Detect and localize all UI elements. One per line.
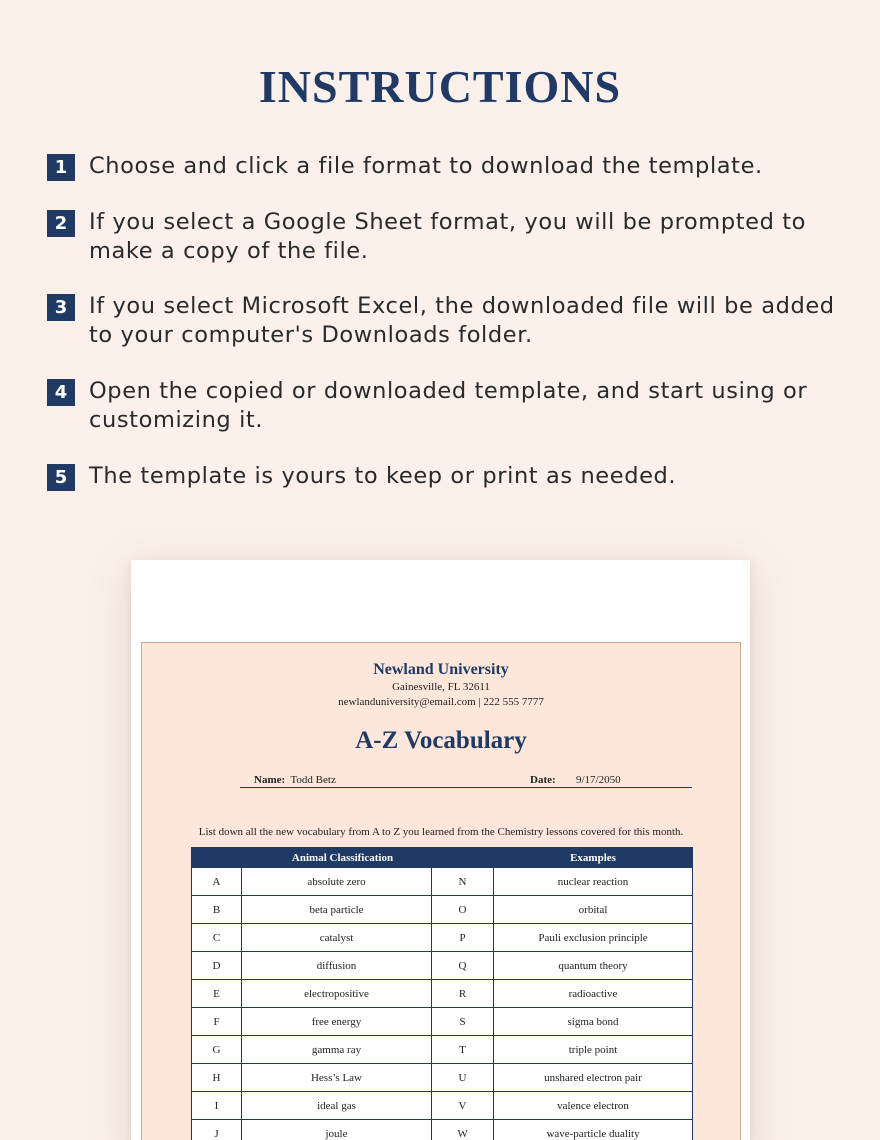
name-field bbox=[254, 774, 336, 786]
letter-cell: F bbox=[192, 1008, 242, 1036]
vocabulary-table bbox=[191, 847, 693, 1140]
step-1 bbox=[47, 152, 763, 181]
vocabulary-cell: wave-particle duality bbox=[494, 1120, 693, 1140]
vocabulary-cell: sigma bond bbox=[494, 1008, 693, 1036]
letter-cell: R bbox=[432, 980, 494, 1008]
step-number-badge: 3 bbox=[47, 294, 75, 321]
step-text: Open the copied or downloaded template, and start using or customizing it. bbox=[89, 378, 808, 433]
vocabulary-cell: unshared electron pair bbox=[494, 1064, 693, 1092]
table-row bbox=[192, 924, 693, 952]
table-row bbox=[192, 1008, 693, 1036]
letter-cell: O bbox=[432, 896, 494, 924]
table-header-row bbox=[192, 848, 693, 868]
letter-cell: U bbox=[432, 1064, 494, 1092]
letter-cell: B bbox=[192, 896, 242, 924]
letter-cell: P bbox=[432, 924, 494, 952]
vocabulary-cell: Pauli exclusion principle bbox=[494, 924, 693, 952]
date-label: Date: bbox=[530, 774, 556, 786]
name-date-line bbox=[240, 774, 692, 788]
table-body bbox=[192, 868, 693, 1140]
step-5 bbox=[47, 462, 676, 491]
letter-cell: J bbox=[192, 1120, 242, 1140]
vocabulary-cell: absolute zero bbox=[242, 868, 432, 896]
university-address: Gainesville, FL 32611 bbox=[392, 681, 490, 693]
name-label: Name: bbox=[254, 774, 286, 786]
vocabulary-cell: triple point bbox=[494, 1036, 693, 1064]
date-field bbox=[530, 774, 621, 786]
step-text: If you select a Google Sheet format, you will be prompted to make a copy of the file. bbox=[89, 209, 806, 264]
vocabulary-cell: electropositive bbox=[242, 980, 432, 1008]
table-row bbox=[192, 1036, 693, 1064]
letter-cell: A bbox=[192, 868, 242, 896]
letter-cell: W bbox=[432, 1120, 494, 1140]
letter-cell: S bbox=[432, 1008, 494, 1036]
table-row bbox=[192, 896, 693, 924]
letter-cell: G bbox=[192, 1036, 242, 1064]
letter-cell: Q bbox=[432, 952, 494, 980]
page-title: INSTRUCTIONS bbox=[258, 61, 622, 112]
step-text: Choose and click a file format to download the template. bbox=[89, 153, 763, 179]
vocabulary-cell: ideal gas bbox=[242, 1092, 432, 1120]
step-2 bbox=[47, 208, 847, 265]
vocabulary-cell: diffusion bbox=[242, 952, 432, 980]
letter-cell: I bbox=[192, 1092, 242, 1120]
date-value: 9/17/2050 bbox=[576, 774, 621, 786]
step-3 bbox=[47, 292, 847, 349]
name-value: Todd Betz bbox=[290, 774, 336, 786]
table-row bbox=[192, 952, 693, 980]
vocabulary-cell: catalyst bbox=[242, 924, 432, 952]
document-title: A-Z Vocabulary bbox=[355, 727, 527, 754]
vocabulary-sheet bbox=[141, 642, 741, 1140]
letter-cell: C bbox=[192, 924, 242, 952]
table-row bbox=[192, 1120, 693, 1140]
step-number-badge: 2 bbox=[47, 210, 75, 237]
vocabulary-cell: nuclear reaction bbox=[494, 868, 693, 896]
vocabulary-cell: quantum theory bbox=[494, 952, 693, 980]
instructions-prompt: List down all the new vocabulary from A to Z you learned from the Chemistry lessons covered for this month. bbox=[198, 826, 684, 838]
step-text: The template is yours to keep or print as needed. bbox=[89, 463, 677, 489]
university-name: Newland University bbox=[373, 661, 509, 678]
vocabulary-cell: beta particle bbox=[242, 896, 432, 924]
table-row bbox=[192, 980, 693, 1008]
vocabulary-cell: orbital bbox=[494, 896, 693, 924]
vocabulary-cell: joule bbox=[242, 1120, 432, 1140]
table-row bbox=[192, 1092, 693, 1120]
letter-cell: H bbox=[192, 1064, 242, 1092]
letter-cell: V bbox=[432, 1092, 494, 1120]
vocabulary-cell: free energy bbox=[242, 1008, 432, 1036]
step-number-badge: 4 bbox=[47, 379, 75, 406]
step-text: If you select Microsoft Excel, the downloaded file will be added to your computer's Downloads folder. bbox=[89, 293, 835, 348]
template-preview bbox=[131, 560, 750, 1140]
letter-cell: N bbox=[432, 868, 494, 896]
table-row bbox=[192, 868, 693, 896]
vocabulary-cell: Hess’s Law bbox=[242, 1064, 432, 1092]
column-header-animal-classification: Animal Classification bbox=[192, 848, 494, 868]
vocabulary-cell: gamma ray bbox=[242, 1036, 432, 1064]
table-row bbox=[192, 1064, 693, 1092]
step-4 bbox=[47, 377, 847, 434]
vocabulary-cell: radioactive bbox=[494, 980, 693, 1008]
letter-cell: E bbox=[192, 980, 242, 1008]
university-contact: newlanduniversity@email.com | 222 555 7777 bbox=[338, 696, 544, 708]
letter-cell: D bbox=[192, 952, 242, 980]
letter-cell: T bbox=[432, 1036, 494, 1064]
vocabulary-cell: valence electron bbox=[494, 1092, 693, 1120]
column-header-examples: Examples bbox=[494, 848, 693, 868]
step-number-badge: 5 bbox=[47, 464, 75, 491]
step-number-badge: 1 bbox=[47, 154, 75, 181]
